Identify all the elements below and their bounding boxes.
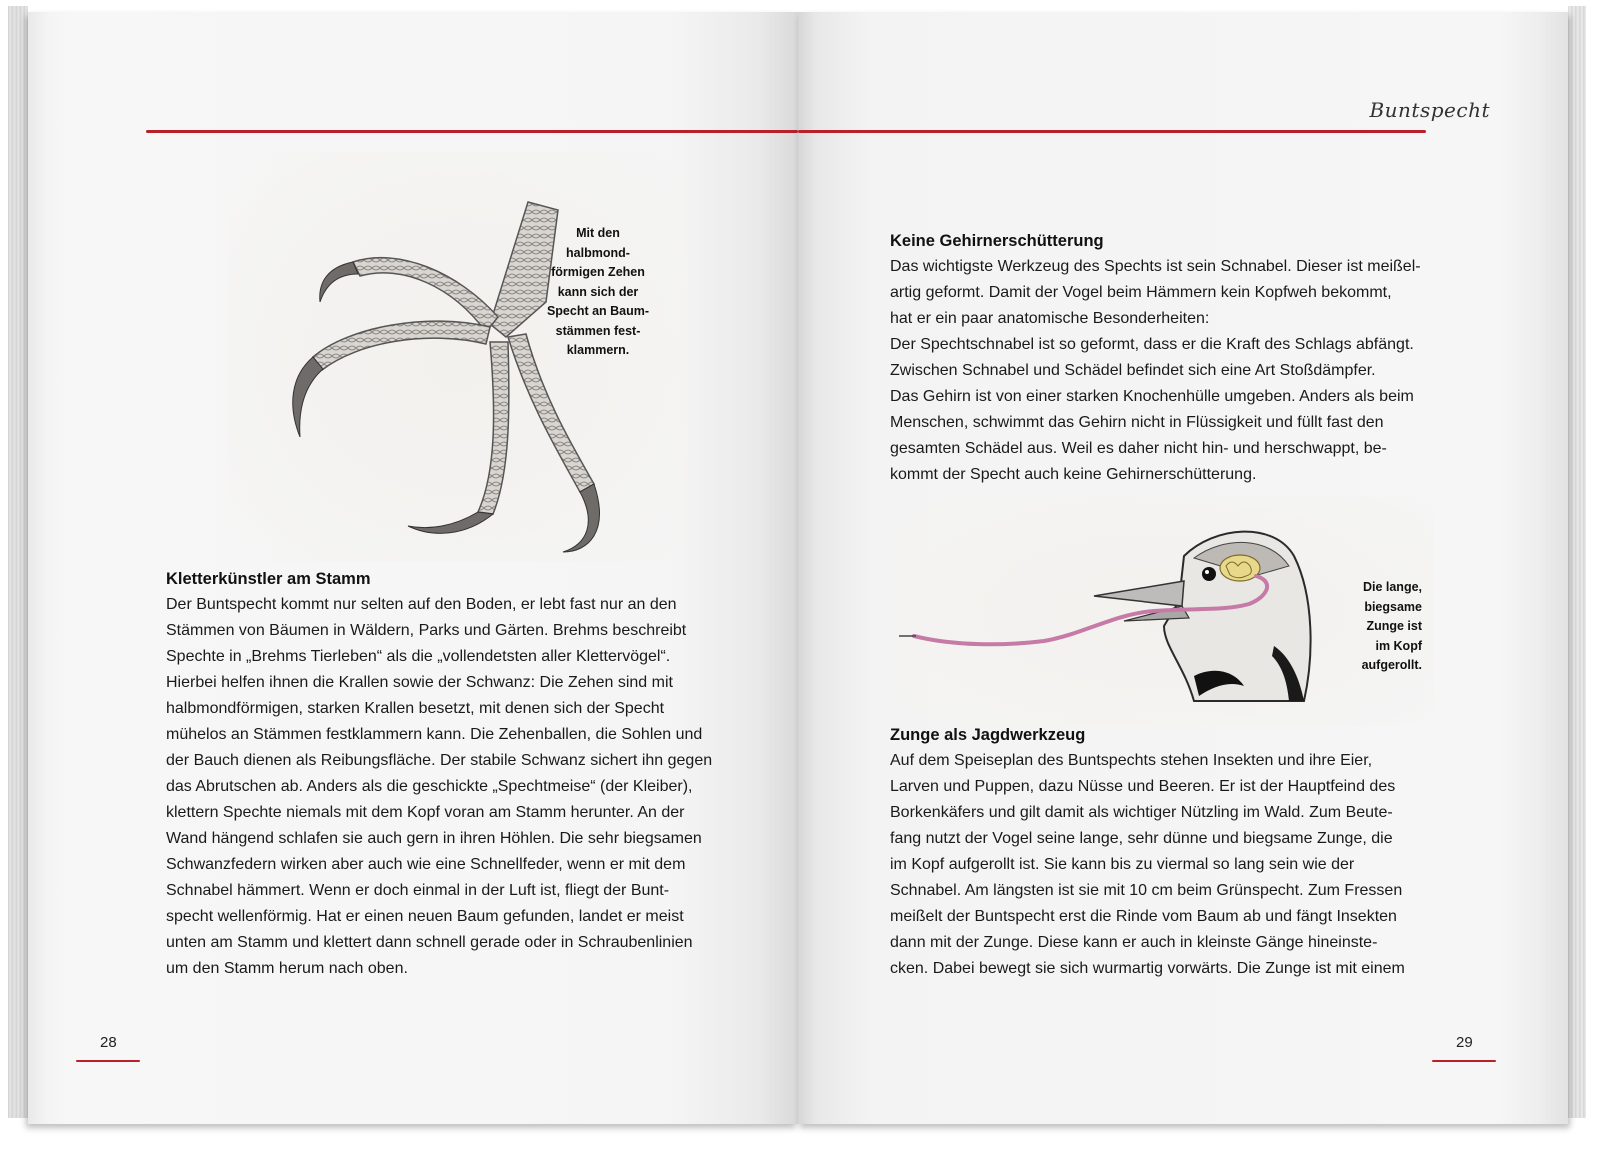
body-line: im Kopf aufgerollt ist. Sie kann bis zu viermal so lang sein wie der	[890, 856, 1355, 873]
left-page-edges	[8, 6, 28, 1118]
body-line: klettern Spechte niemals mit dem Kopf voran am Stamm herunter. An der	[166, 804, 685, 821]
body-line: Der Spechtschnabel ist so geformt, dass er die Kraft des Schlags abfängt.	[890, 336, 1414, 353]
caption-line: biegsame	[1364, 599, 1422, 614]
running-head: Buntspecht	[1369, 98, 1490, 122]
caption-line: stämmen fest-	[555, 323, 641, 338]
page-number-rule-right	[1432, 1060, 1496, 1062]
body-line: Der Buntspecht kommt nur selten auf den Boden, er lebt fast nur an den	[166, 596, 677, 613]
body-line: Stämmen von Bäumen in Wäldern, Parks und Gärten. Brehms beschreibt	[166, 622, 687, 639]
body-line: Menschen, schwimmt das Gehirn nicht in Flüssigkeit und füllt fast den	[890, 414, 1384, 431]
body-line: Schwanzfedern wirken aber auch wie eine Schnellfeder, wenn er mit dem	[166, 856, 686, 873]
body-line: Das wichtigste Werkzeug des Spechts ist sein Schnabel. Dieser ist meißel-	[890, 258, 1421, 275]
right-page-edges	[1568, 6, 1586, 1118]
tongue-caption	[1332, 578, 1422, 676]
caption-line: halbmond-	[566, 245, 630, 260]
body-line: dann mit der Zunge. Diese kann er auch in kleinste Gänge hineinste-	[890, 934, 1378, 951]
body-line: unten am Stamm und klettert dann schnell gerade oder in Schraubenlinien	[166, 934, 693, 951]
body-line: Auf dem Speiseplan des Buntspechts stehen Insekten und ihre Eier,	[890, 752, 1373, 769]
caption-line: Mit den	[576, 226, 620, 240]
body-line: Larven und Puppen, dazu Nüsse und Beeren. Er ist der Hauptfeind des	[890, 778, 1396, 795]
section-heading: Zunge als Jagdwerkzeug	[890, 726, 1086, 744]
caption-line: aufgerollt.	[1361, 658, 1422, 672]
body-line: Hierbei helfen ihnen die Krallen sowie der Schwanz: Die Zehen sind mit	[166, 674, 673, 691]
body-line: Schnabel. Am längsten ist sie mit 10 cm beim Grünspecht. Zum Fressen	[890, 882, 1403, 899]
section-heading: Keine Gehirnerschütterung	[890, 232, 1104, 250]
body-line: kommt der Specht auch keine Gehirnerschütterung.	[890, 466, 1257, 483]
caption-line: klammern.	[566, 343, 630, 357]
body-line: Das Gehirn ist von einer starken Knochenhülle umgeben. Anders als beim	[890, 388, 1414, 405]
page-number-right: 29	[1456, 1034, 1473, 1051]
left-page	[28, 12, 798, 1124]
open-book	[28, 12, 1568, 1124]
claw-illustration	[228, 152, 688, 562]
tongue-illustration	[894, 496, 1434, 726]
body-line: Wand hängend schlafen sie auch gern in ihren Höhlen. Die sehr biegsamen	[166, 830, 702, 847]
body-line: Schnabel hämmert. Wenn er doch einmal in der Luft ist, fliegt der Bunt-	[166, 882, 670, 899]
body-line: artig geformt. Damit der Vogel beim Hämmern kein Kopfweh bekommt,	[890, 284, 1392, 301]
caption-line: Zunge ist	[1366, 619, 1422, 633]
body-line: Zwischen Schnabel und Schädel befindet sich eine Art Stoßdämpfer.	[890, 362, 1376, 379]
claw-caption	[528, 224, 668, 361]
body-line: gesamten Schädel aus. Weil es daher nicht hin- und herschwappt, be-	[890, 440, 1387, 457]
body-line: mühelos an Stämmen festklammern kann. Die Zehenballen, die Sohlen und	[166, 726, 703, 743]
caption-line: förmigen Zehen	[551, 265, 645, 279]
page-number-left: 28	[100, 1034, 117, 1051]
header-rule-right	[798, 130, 1426, 133]
body-line: um den Stamm herum nach oben.	[166, 960, 408, 977]
section-tongue	[890, 722, 1405, 982]
page-number-rule-left	[76, 1060, 140, 1062]
header-rule-left	[146, 130, 798, 133]
body-line: cken. Dabei bewegt sie sich wurmartig vorwärts. Die Zunge ist mit einem	[890, 960, 1405, 977]
section-concussion	[890, 228, 1421, 488]
body-line: fang nutzt der Vogel seine lange, sehr dünne und biegsame Zunge, die	[890, 830, 1393, 847]
body-line: meißelt der Buntspecht erst die Rinde vom Baum ab und fängt Insekten	[890, 908, 1397, 925]
caption-line: kann sich der	[557, 284, 639, 299]
body-line: das Abrutschen ab. Anders als die geschickte „Spechtmeise“ (der Kleiber),	[166, 778, 693, 795]
section-climbing	[166, 566, 712, 982]
caption-line: Specht an Baum-	[546, 304, 650, 318]
body-line: Spechte in „Brehms Tierleben“ als die „vollendetsten aller Klettervögel“.	[166, 648, 671, 665]
right-page	[798, 12, 1568, 1124]
body-line: Borkenkäfers und gilt damit als wichtiger Nützling im Wald. Zum Beute-	[890, 804, 1393, 821]
body-line: specht wellenförmig. Hat er einen neuen Baum gefunden, landet er meist	[166, 908, 684, 925]
body-line: der Bauch dienen als Reibungsfläche. Der stabile Schwanz sichert ihn gegen	[166, 752, 713, 769]
body-line: halbmondförmigen, starken Krallen besetzt, mit denen sich der Specht	[166, 700, 665, 717]
section-heading: Kletterkünstler am Stamm	[166, 570, 371, 588]
body-line: hat er ein paar anatomische Besonderheiten:	[890, 310, 1210, 327]
caption-line: im Kopf	[1375, 638, 1422, 653]
caption-line: Die lange,	[1362, 580, 1422, 594]
